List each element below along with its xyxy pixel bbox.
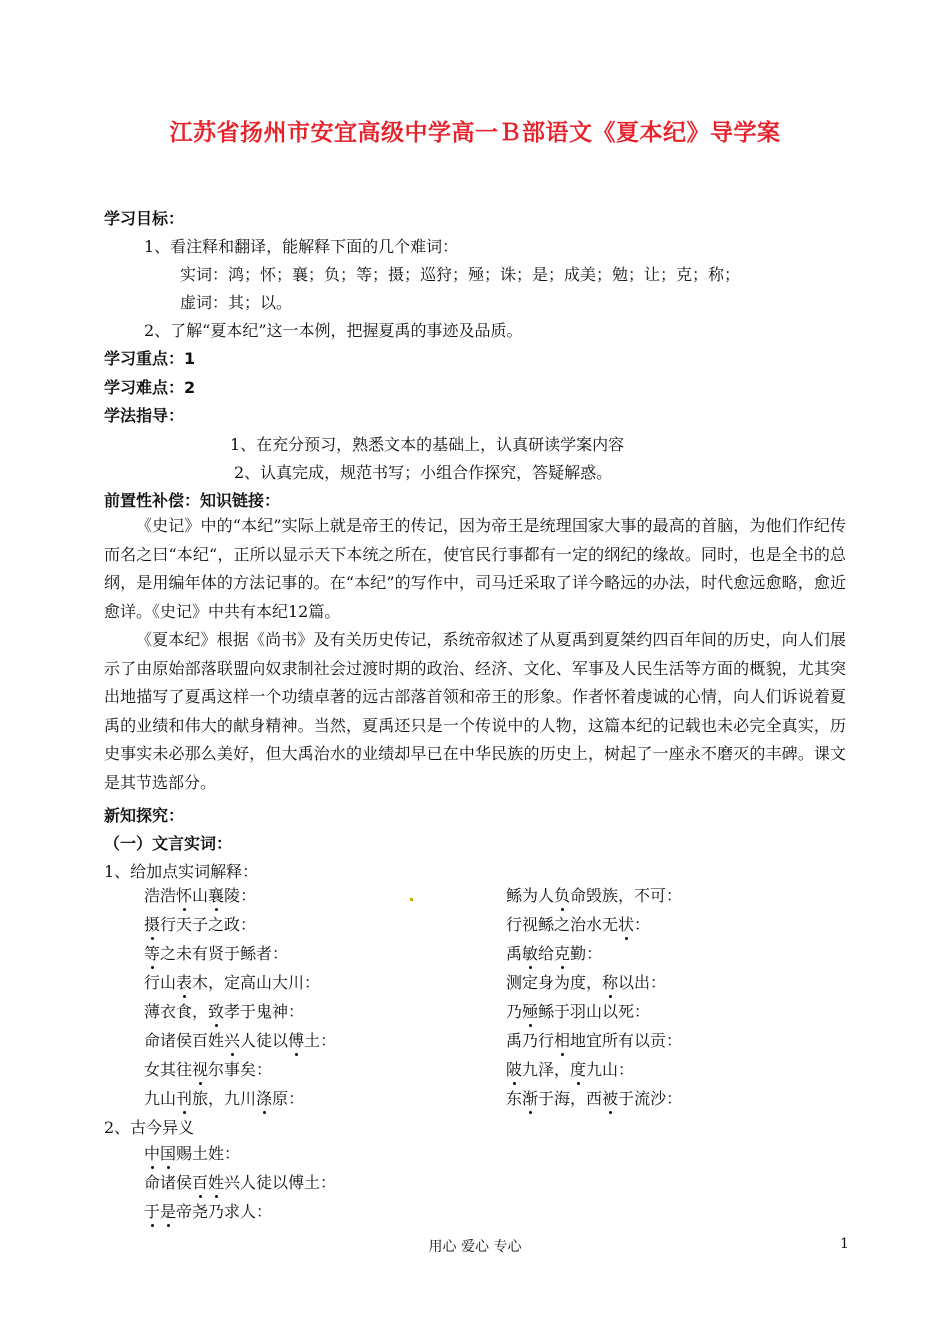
q1-right-1: 行视鲧之治水无状： [506,912,650,935]
paragraph-benji: 《史记》中的“本纪”实际上就是帝王的传记，因为帝王是统理国家大事的最高的首脑，为他们作纪传而名之曰“本纪“，正所以显示天下本统之所在，使官民行事都有一定的纲纪的缘故。同时，也是全书的总纲，是用编年体的方法记事的。在“本纪”的写作中，司马迁采取了详今略远的办法，时代愈远愈略，愈近愈详。《史记》中共有本纪12篇。 [104,516,846,621]
decorative-speck [410,898,413,901]
shici-list: 实词：鸿；怀；襄；负；等；摄；巡狩；殛；诛；是；成美；勉；让；克；称； [180,265,741,284]
q1-right-0: 鲧为人负命毁族，不可： [506,883,682,906]
q1-left-6: 女其往视尔事矣： [144,1057,272,1080]
question-2: 2、古今异义 [104,1118,195,1137]
q1-left-4: 薄衣食，致孝于鬼神： [144,999,304,1022]
key-point: 学习重点：1 [104,349,196,368]
q2-item-0: 中国赐土姓： [144,1141,240,1164]
method-item-1: 1、在充分预习，熟悉文本的基础上，认真研读学案内容 [230,435,625,454]
q1-left-0: 浩浩怀山襄陵： [144,883,256,906]
method-item-2: 2、认真完成，规范书写；小组合作探究，答疑解惑。 [234,463,613,482]
objectives-heading: 学习目标： [104,209,185,228]
q2-item-2: 于是帝尧乃求人： [144,1199,272,1222]
q1-right-3: 测定身为度，称以出： [506,970,666,993]
page-number: 1 [840,1236,849,1252]
new-knowledge-heading: 新知探究： [104,806,185,825]
q1-left-3: 行山表木，定高山大川： [144,970,320,993]
q1-right-4: 乃殛鲧于羽山以死： [506,999,650,1022]
objective-item-2: 2、了解“夏本纪”这一本例，把握夏禹的事迹及品质。 [144,321,523,340]
method-heading: 学法指导： [104,406,185,425]
difficulty: 学习难点：2 [104,378,196,397]
q1-right-7: 东渐于海，西被于流沙： [506,1086,682,1109]
q1-right-5: 禹乃行相地宜所有以贡： [506,1028,682,1051]
section-heading-shici: （一）文言实词： [104,834,233,853]
page-title: 江苏省扬州市安宜高级中学高一Ｂ部语文《夏本纪》导学案 [169,119,781,146]
objective-item-1: 1、看注释和翻译，能解释下面的几个难词： [144,237,459,256]
q1-left-2: 等之未有贤于鲧者： [144,941,288,964]
q1-right-2: 禹敏给克勤： [506,941,602,964]
q1-left-5: 命诸侯百姓兴人徒以傅土： [144,1028,336,1051]
prereq-heading: 前置性补偿：知识链接： [104,491,281,510]
paragraph-xiabenji: 《夏本纪》根据《尚书》及有关历史传记，系统帝叙述了从夏禹到夏桀约四百年间的历史，向人们展示了由原始部落联盟向奴隶制社会过渡时期的政治、经济、文化、军事及人民生活等方面的概貌，尤其突出地描写了夏禹这样一个功绩卓著的远古部落首领和帝王的形象。作者怀着虔诚的心情，向人们诉说着夏禹的业绩和伟大的献身精神。当然，夏禹还只是一个传说中的人物，这篇本纪的记载也未必完全真实，历史事实未必那么美好，但大禹治水的业绩却早已在中华民族的历史上，树起了一座永不磨灭的丰碑。课文是其节选部分。 [104,630,846,792]
xuci-list: 虚词：其；以。 [180,293,293,312]
q1-left-1: 摄行天子之政： [144,912,256,935]
question-1: 1、给加点实词解释： [104,862,259,881]
q1-right-6: 陂九泽，度九山： [506,1057,634,1080]
q1-left-7: 九山刊旅，九川涤原： [144,1086,304,1109]
footer-text: 用心 爱心 专心 [428,1239,522,1255]
q2-item-1: 命诸侯百姓兴人徒以傅土： [144,1170,336,1193]
